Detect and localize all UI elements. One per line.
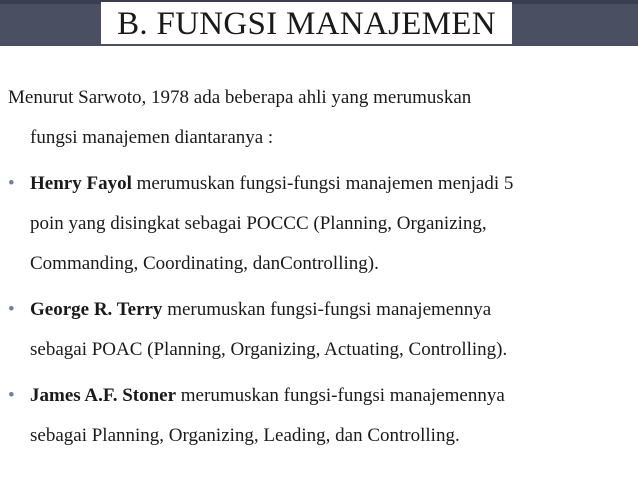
expert-name: Henry Fayol [30, 173, 132, 194]
bullet-item-george-terry [8, 296, 628, 376]
bullet-line-3: Commanding, Coordinating, danControlling). [30, 253, 379, 274]
bullet-line-2: sebagai Planning, Organizing, Leading, dan Controlling. [30, 425, 460, 446]
bullet-line-1 [30, 170, 513, 198]
title-underline [101, 44, 512, 46]
bullet-icon: • [8, 385, 15, 406]
bullet-line-1 [30, 382, 505, 410]
bullet-item-henry-fayol [8, 170, 628, 290]
bullet-line-1 [30, 296, 491, 324]
bullet-text: merumuskan fungsi-fungsi manajemennya [162, 299, 492, 320]
bullet-line-2: sebagai POAC (Planning, Organizing, Actuating, Controlling). [30, 339, 508, 360]
bullet-line-2: poin yang disingkat sebagai POCCC (Planning, Organizing, [30, 213, 487, 234]
intro-line-2: fungsi manajemen diantaranya : [30, 127, 274, 148]
bullet-text: merumuskan fungsi-fungsi manajemennya [176, 385, 505, 406]
expert-name: James A.F. Stoner [30, 385, 177, 406]
bullet-text: merumuskan fungsi-fungsi manajemen menjadi 5 [131, 173, 514, 194]
bullet-item-james-stoner [8, 382, 628, 462]
bullet-icon: • [8, 173, 15, 194]
bullet-icon: • [8, 299, 15, 320]
expert-name: George R. Terry [30, 299, 163, 320]
intro-line-1: Menurut Sarwoto, 1978 ada beberapa ahli yang merumuskan [8, 87, 472, 108]
title-box [101, 2, 512, 46]
slide-title: B. FUNGSI MANAJEMEN [117, 6, 496, 42]
